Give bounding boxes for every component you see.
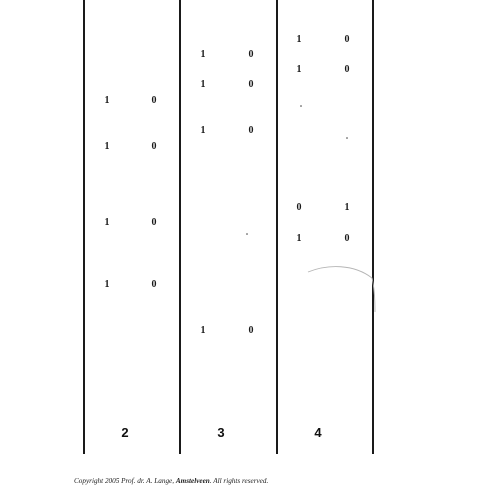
- column-2-number: 2: [121, 425, 129, 440]
- column-2-row-3-left: 1: [104, 217, 110, 228]
- column-2-row-2-right: 0: [151, 141, 157, 152]
- column-4-row-1-right: 0: [344, 34, 350, 45]
- column-4-row-3-left: 0: [296, 202, 302, 213]
- column-4-row-1-left: 1: [296, 34, 302, 45]
- scan-speck: [300, 105, 302, 107]
- copyright-suffix: . All rights reserved.: [209, 477, 269, 485]
- column-2-row-2-left: 1: [104, 141, 110, 152]
- copyright-notice: [74, 477, 268, 486]
- column-2-row-1-right: 0: [151, 95, 157, 106]
- column-2-row-3-right: 0: [151, 217, 157, 228]
- column-3-row-2-right: 0: [248, 79, 254, 90]
- column-4-row-4-left: 1: [296, 233, 302, 244]
- column-3-row-3-left: 1: [200, 125, 206, 136]
- copyright-place: Amstelveen: [175, 477, 210, 485]
- column-4-row-2-left: 1: [296, 64, 302, 75]
- column-3-row-4-left: 1: [200, 325, 206, 336]
- column-3-row-1-left: 1: [200, 49, 206, 60]
- column-2-row-1-left: 1: [104, 95, 110, 106]
- scan-speck: [346, 137, 348, 139]
- column-rule-3: [276, 0, 278, 454]
- column-3-row-4-right: 0: [248, 325, 254, 336]
- column-3-row-1-right: 0: [248, 49, 254, 60]
- column-2-row-4-right: 0: [151, 279, 157, 290]
- copyright-prefix: Copyright 2005 Prof. dr. A. Lange,: [74, 477, 176, 485]
- scan-speck: [246, 233, 248, 235]
- column-3-number: 3: [217, 425, 225, 440]
- column-rule-2: [179, 0, 181, 454]
- column-4-row-2-right: 0: [344, 64, 350, 75]
- column-4-row-4-right: 0: [344, 233, 350, 244]
- column-rule-4: [372, 0, 374, 454]
- column-rule-1: [83, 0, 85, 454]
- column-2-row-4-left: 1: [104, 279, 110, 290]
- column-3-row-2-left: 1: [200, 79, 206, 90]
- column-4-number: 4: [314, 425, 322, 440]
- column-4-row-3-right: 1: [344, 202, 350, 213]
- scan-arc-mark: [306, 264, 376, 314]
- column-3-row-3-right: 0: [248, 125, 254, 136]
